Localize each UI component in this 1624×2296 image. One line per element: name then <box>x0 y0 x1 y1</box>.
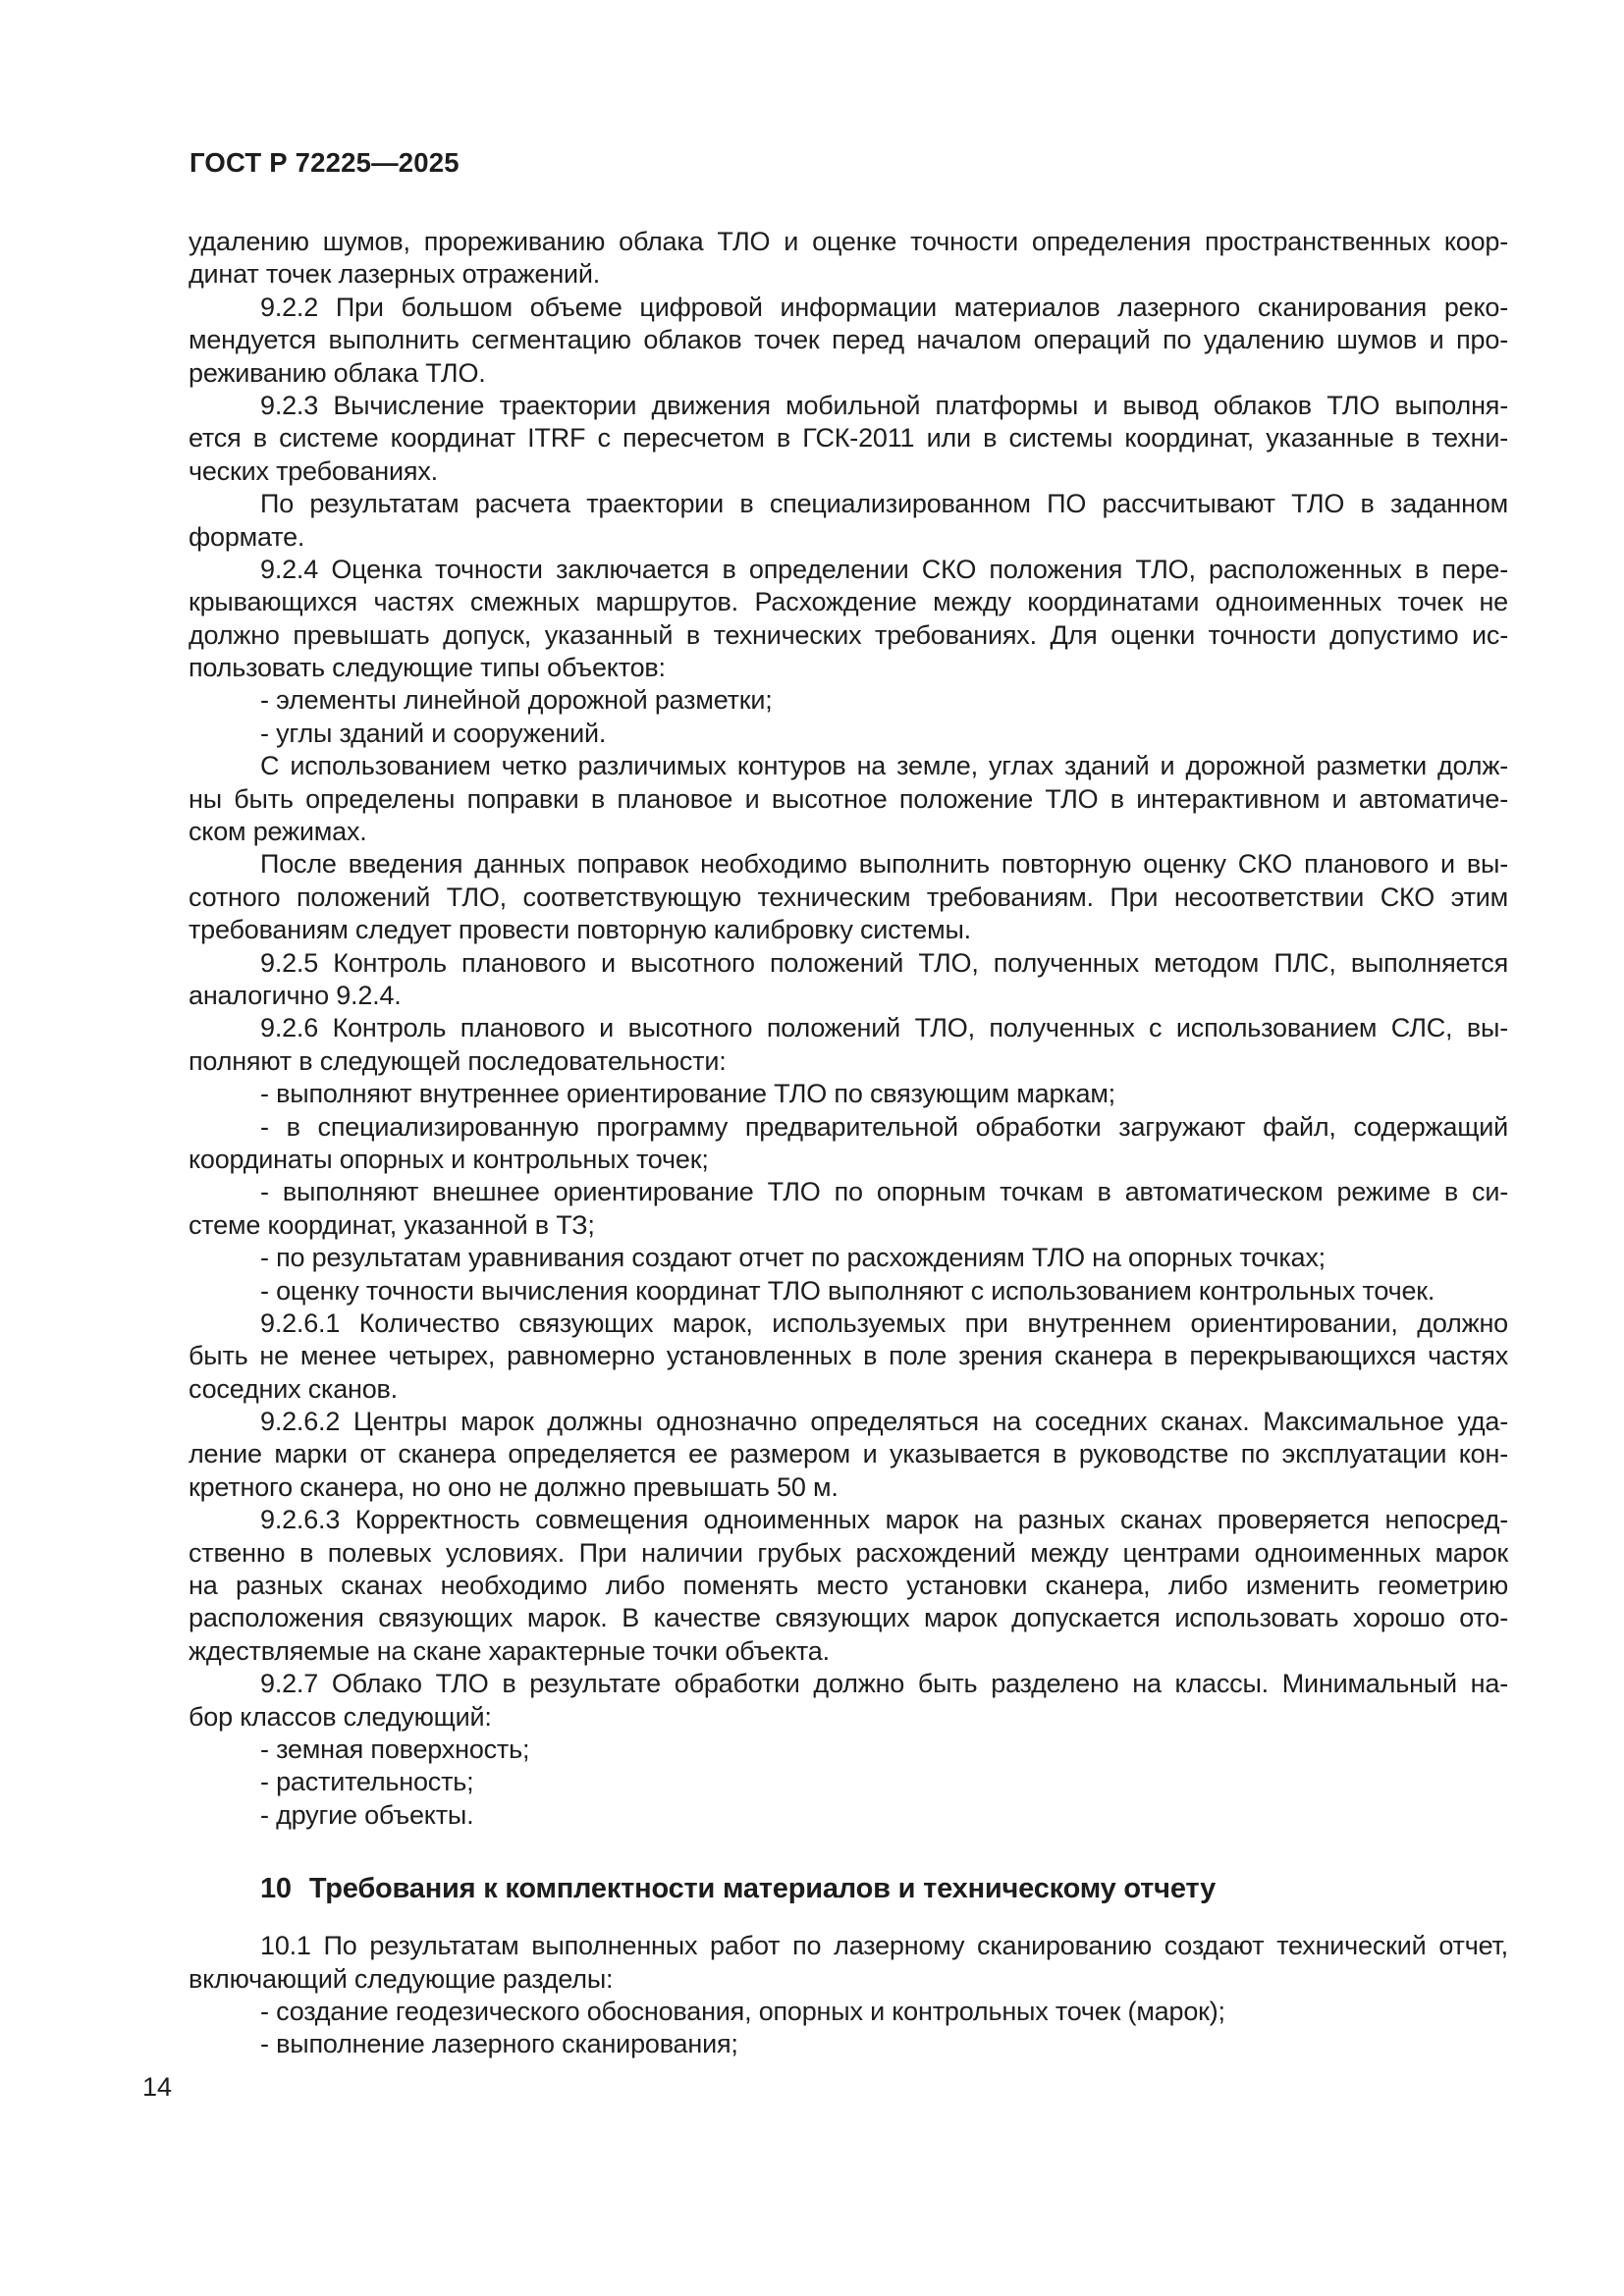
text-line: - выполнение лазерного сканирования; <box>260 2029 738 2059</box>
section-number: 10 <box>260 1873 292 1905</box>
paragraph <box>189 1504 1508 1668</box>
text-line: формате. <box>189 521 305 552</box>
text-line: ны быть определены поправки в плановое и высотное положение ТЛО в интерактивном и автоматиче- <box>189 783 1508 814</box>
paragraph <box>189 226 1508 292</box>
document-body <box>189 226 1508 2061</box>
text-line: ственно в полевых условиях. При наличии грубых расхождений между центрами одноименных марок <box>189 1537 1508 1568</box>
paragraph <box>189 684 1508 717</box>
text-line: 9.2.7 Облако ТЛО в результате обработки должно быть разделено на классы. Минимальный на- <box>260 1669 1508 1699</box>
text-line: 9.2.2 При большом объеме цифровой информации материалов лазерного сканирования реко- <box>260 292 1508 322</box>
text-line: 10.1 По результатам выполненных работ по лазерному сканированию создают технический отчет, <box>260 1931 1508 1961</box>
text-line: 9.2.6.1 Количество связующих марок, используемых при внутреннем ориентировании, должно <box>260 1308 1508 1338</box>
text-line: 9.2.6.2 Центры марок должны однозначно определяться на соседних сканах. Максимальное уда- <box>260 1407 1508 1437</box>
text-line: По результатам расчета траектории в специализированном ПО рассчитывают ТЛО в заданном <box>260 489 1508 519</box>
text-line: должно превышать допуск, указанный в технических требованиях. Для оценки точности допустимо ис- <box>189 619 1508 650</box>
paragraph <box>189 1996 1508 2028</box>
text-line: - в специализированную программу предварительной обработки загружают файл, содержащий <box>260 1111 1508 1142</box>
text-line: - углы зданий и сооружений. <box>260 718 607 748</box>
paragraph <box>189 1930 1508 1996</box>
paragraph <box>189 1308 1508 1406</box>
text-line: ческих требованиях. <box>189 455 438 486</box>
text-line: - другие объекты. <box>260 1799 474 1830</box>
text-line: динат точек лазерных отражений. <box>189 259 601 290</box>
text-line: ется в системе координат ITRF с пересчетом в ГСК-2011 или в системы координат, указанные в техни- <box>189 423 1508 454</box>
paragraph <box>189 947 1508 1013</box>
text-line: пользовать следующие типы объектов: <box>189 653 666 683</box>
text-line: полняют в следующей последовательности: <box>189 1045 727 1076</box>
text-line: мендуется выполнить сегментацию облаков точек перед началом операций по удалению шумов и про- <box>189 325 1508 355</box>
section-title: Требования к комплектности материалов и техническому отчету <box>308 1873 1217 1905</box>
paragraph <box>189 1012 1508 1078</box>
paragraph <box>189 292 1508 390</box>
text-line: - по результатам уравнивания создают отчет по расхождениям ТЛО на опорных точках; <box>260 1243 1326 1273</box>
paragraph <box>189 750 1508 848</box>
text-line: расположения связующих марок. В качестве связующих марок допускается использовать хорошо ото- <box>189 1603 1508 1633</box>
paragraph <box>189 2028 1508 2060</box>
text-line: - оценку точности вычисления координат ТЛО выполняют с использованием контрольных точек. <box>260 1275 1435 1306</box>
text-line: - земная поверхность; <box>260 1734 530 1764</box>
text-line: координаты опорных и контрольных точек; <box>189 1144 709 1174</box>
text-line: - создание геодезического обоснования, опорных и контрольных точек (марок); <box>260 1996 1225 2026</box>
page-number: 14 <box>142 2072 173 2102</box>
text-line: - выполняют внешнее ориентирование ТЛО по опорным точкам в автоматическом режиме в си- <box>260 1177 1508 1207</box>
document-code: ГОСТ Р 72225—2025 <box>189 147 460 178</box>
text-line: С использованием четко различимых контуров на земле, углах зданий и дорожной разметки долж- <box>260 751 1508 781</box>
text-line: крывающихся частях смежных маршрутов. Расхождение между координатами одноименных точек не <box>189 587 1508 617</box>
paragraph <box>189 1176 1508 1242</box>
text-line: соседних сканов. <box>189 1373 398 1404</box>
text-line: - элементы линейной дорожной разметки; <box>260 685 773 716</box>
text-line: стеме координат, указанной в ТЗ; <box>189 1209 595 1240</box>
text-line: требованиям следует провести повторную калибровку системы. <box>189 915 971 945</box>
text-line: кретного сканера, но оно не должно превышать 50 м. <box>189 1471 839 1502</box>
paragraph <box>189 1406 1508 1504</box>
text-line: сотного положений ТЛО, соответствующую техническим требованиям. При несоответствии СКО этим <box>189 881 1508 912</box>
text-line: 9.2.5 Контроль планового и высотного положений ТЛО, полученных методом ПЛС, выполняется <box>260 947 1508 978</box>
text-line: После введения данных поправок необходимо выполнить повторную оценку СКО планового и вы- <box>260 849 1508 880</box>
text-line: 9.2.3 Вычисление траектории движения мобильной платформы и вывод облаков ТЛО выполня- <box>260 390 1508 420</box>
paragraph <box>189 390 1508 488</box>
text-line: 9.2.6.3 Корректность совмещения одноименных марок на разных сканах проверяется непосред- <box>260 1505 1508 1535</box>
text-line: 9.2.4 Оценка точности заключается в определении СКО положения ТЛО, расположенных в пере- <box>260 554 1508 584</box>
paragraph <box>189 848 1508 946</box>
text-line: быть не менее четырех, равномерно установленных в поле зрения сканера в перекрывающихся частях <box>189 1341 1508 1371</box>
paragraph <box>189 1799 1508 1832</box>
paragraph <box>189 1766 1508 1798</box>
paragraph <box>189 718 1508 750</box>
paragraph <box>189 1111 1508 1177</box>
text-line: ском режимах. <box>189 817 367 847</box>
text-line: на разных сканах необходимо либо поменять место установки сканера, либо изменить геометрию <box>189 1571 1508 1601</box>
paragraph <box>189 1668 1508 1734</box>
text-line: ждествляемые на скане характерные точки объекта. <box>189 1635 830 1666</box>
text-line: бор классов следующий: <box>189 1701 492 1732</box>
paragraph <box>189 1078 1508 1110</box>
text-line: аналогично 9.2.4. <box>189 980 402 1010</box>
paragraph <box>189 1734 1508 1766</box>
paragraph <box>189 488 1508 554</box>
text-line: - выполняют внутреннее ориентирование ТЛО по связующим маркам; <box>260 1079 1115 1109</box>
text-line: - растительность; <box>260 1767 474 1797</box>
section-heading <box>189 1869 1508 1909</box>
paragraph <box>189 1242 1508 1274</box>
text-line: 9.2.6 Контроль планового и высотного положений ТЛО, полученных с использованием СЛС, вы- <box>260 1013 1508 1043</box>
text-line: ление марки от сканера определяется ее размером и указывается в руководстве по эксплуатации кон- <box>189 1439 1508 1469</box>
paragraph <box>189 554 1508 685</box>
text-line: реживанию облака ТЛО. <box>189 357 486 388</box>
text-line: включающий следующие разделы: <box>189 1963 614 1994</box>
paragraph <box>189 1275 1508 1308</box>
text-line: удалению шумов, прореживанию облака ТЛО и оценке точности определения пространственных коор- <box>189 227 1508 256</box>
